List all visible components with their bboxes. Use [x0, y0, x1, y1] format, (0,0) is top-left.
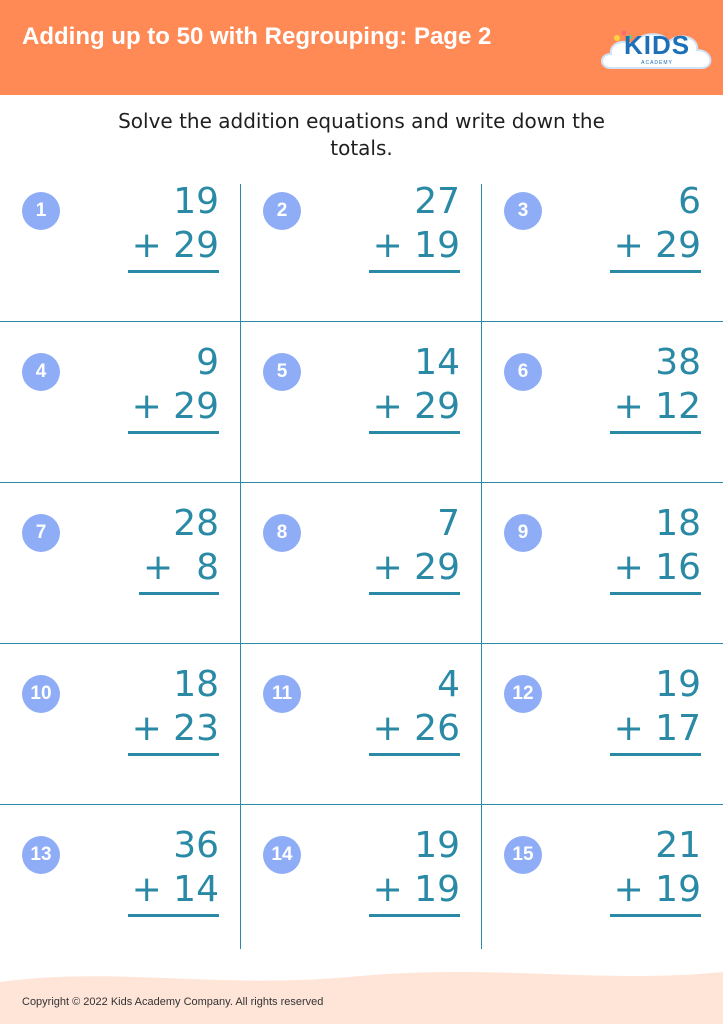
- problem-number-badge: 10: [22, 675, 60, 713]
- addition-problem: [551, 180, 701, 273]
- addition-problem: [69, 663, 219, 756]
- answer-line: [610, 914, 701, 917]
- problem-cell: [0, 804, 241, 964]
- addition-problem: [69, 180, 219, 273]
- addend-bottom: + 8: [143, 547, 219, 588]
- answer-line: [128, 914, 219, 917]
- answer-line: [610, 753, 701, 756]
- logo-subtext: ACADEMY: [641, 60, 673, 66]
- problem-number-badge: 8: [263, 514, 301, 552]
- problem-number-badge: 13: [22, 836, 60, 874]
- problem-number-badge: 4: [22, 353, 60, 391]
- addition-problem: [551, 663, 701, 756]
- addend-top: 19: [173, 181, 219, 222]
- addition-problem: [310, 824, 460, 917]
- addend-bottom: + 29: [613, 225, 701, 266]
- problem-cell: [0, 321, 241, 481]
- problem-cell: [0, 160, 241, 320]
- answer-line: [128, 753, 219, 756]
- problem-number-badge: 9: [504, 514, 542, 552]
- addend-bottom: + 19: [372, 225, 460, 266]
- addend-top: 21: [655, 825, 701, 866]
- answer-line: [610, 592, 701, 595]
- answer-line: [369, 753, 460, 756]
- problem-number-badge: 2: [263, 192, 301, 230]
- addend-bottom: + 19: [372, 869, 460, 910]
- problem-cell: [482, 160, 723, 320]
- header-banner: [0, 0, 723, 95]
- answer-line: [369, 431, 460, 434]
- problem-cell: [241, 321, 482, 481]
- problem-number-badge: 15: [504, 836, 542, 874]
- problem-number-badge: 11: [263, 675, 301, 713]
- addition-problem: [310, 663, 460, 756]
- problem-cell: [0, 482, 241, 642]
- addend-top: 4: [437, 664, 460, 705]
- addend-bottom: + 19: [613, 869, 701, 910]
- addition-problem: [310, 341, 460, 434]
- problem-number-badge: 1: [22, 192, 60, 230]
- addition-problem: [551, 341, 701, 434]
- problem-cell: [482, 482, 723, 642]
- problem-cell: [241, 482, 482, 642]
- problem-number-badge: 7: [22, 514, 60, 552]
- answer-line: [369, 914, 460, 917]
- addend-top: 19: [414, 825, 460, 866]
- addend-top: 9: [196, 342, 219, 383]
- answer-line: [128, 270, 219, 273]
- addend-top: 18: [655, 503, 701, 544]
- addend-top: 6: [678, 181, 701, 222]
- answer-line: [369, 592, 460, 595]
- addition-problem: [69, 502, 219, 595]
- addend-top: 28: [173, 503, 219, 544]
- addend-bottom: + 17: [613, 708, 701, 749]
- problem-number-badge: 3: [504, 192, 542, 230]
- addition-problem: [69, 824, 219, 917]
- footer-wave: [0, 960, 723, 1024]
- problem-grid: [0, 160, 723, 960]
- addend-top: 7: [437, 503, 460, 544]
- addition-problem: [69, 341, 219, 434]
- addend-bottom: + 16: [613, 547, 701, 588]
- problem-cell: [482, 643, 723, 803]
- problem-number-badge: 12: [504, 675, 542, 713]
- addition-problem: [310, 502, 460, 595]
- addend-bottom: + 12: [613, 386, 701, 427]
- addend-bottom: + 14: [131, 869, 219, 910]
- addend-bottom: + 29: [372, 547, 460, 588]
- problem-number-badge: 5: [263, 353, 301, 391]
- problem-cell: [241, 160, 482, 320]
- logo-text: KIDS: [623, 30, 691, 60]
- problem-number-badge: 6: [504, 353, 542, 391]
- problem-cell: [0, 643, 241, 803]
- kids-academy-logo: [597, 24, 717, 76]
- addition-problem: [310, 180, 460, 273]
- addend-bottom: + 29: [131, 225, 219, 266]
- addend-top: 38: [655, 342, 701, 383]
- addend-bottom: + 29: [372, 386, 460, 427]
- problem-number-badge: 14: [263, 836, 301, 874]
- addend-top: 19: [655, 664, 701, 705]
- answer-line: [610, 270, 701, 273]
- problem-cell: [241, 643, 482, 803]
- addend-top: 36: [173, 825, 219, 866]
- addend-top: 27: [414, 181, 460, 222]
- addend-top: 14: [414, 342, 460, 383]
- addend-bottom: + 29: [131, 386, 219, 427]
- addition-problem: [551, 502, 701, 595]
- copyright-text: Copyright © 2022 Kids Academy Company. All rights reserved: [22, 996, 324, 1008]
- answer-line: [128, 431, 219, 434]
- problem-cell: [241, 804, 482, 964]
- page-title: Adding up to 50 with Regrouping: Page 2: [22, 23, 492, 50]
- instructions: Solve the addition equations and write down the totals.: [118, 109, 605, 160]
- answer-line: [369, 270, 460, 273]
- problem-cell: [482, 321, 723, 481]
- addend-bottom: + 26: [372, 708, 460, 749]
- addend-top: 18: [173, 664, 219, 705]
- answer-line: [139, 592, 219, 595]
- answer-line: [610, 431, 701, 434]
- problem-cell: [482, 804, 723, 964]
- addition-problem: [551, 824, 701, 917]
- addend-bottom: + 23: [131, 708, 219, 749]
